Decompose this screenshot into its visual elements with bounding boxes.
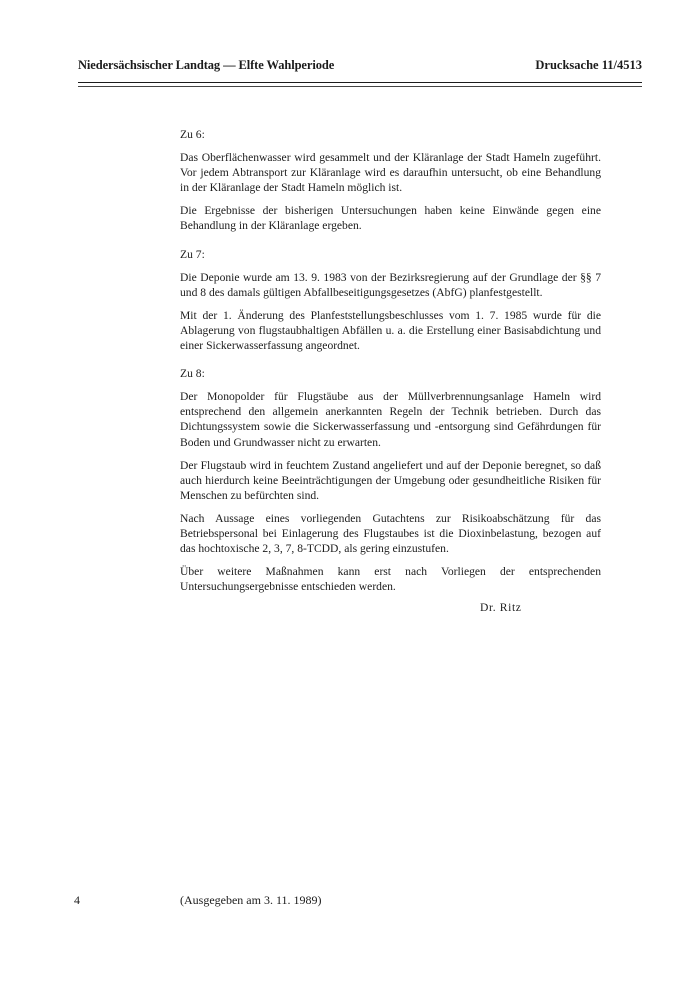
section-heading-7: Zu 7: (180, 247, 205, 261)
document-number: Drucksache 11/4513 (535, 58, 642, 72)
paragraph: Der Monopolder für Flugstäube aus der Müllverbrennungsanlage Hameln wird entsprechend den allgemein anerkannten Regeln der Technik betrieben. Durch das Dichtungssystem sowie die Sickerwasserfassung und -entsorgung sind Gefährdungen für Boden und Grundwasser nicht zu erwarten. (180, 390, 601, 449)
document-body (180, 127, 601, 602)
paragraph: Mit der 1. Änderung des Planfeststellungsbeschlusses vom 1. 7. 1985 wurde für die Ablagerung von flugstaubhaltigen Abfällen u. a. die Erstellung einer Basisabdichtung und einer Sickerwasserfassung angeordnet. (180, 308, 601, 353)
paragraph: Die Ergebnisse der bisherigen Untersuchungen haben keine Einwände gegen eine Behandlung in der Kläranlage ergeben. (180, 204, 601, 233)
signature: Dr. Ritz (480, 601, 522, 614)
page-number: 4 (74, 893, 80, 907)
document-header-title: Niedersächsischer Landtag — Elfte Wahlperiode (78, 58, 335, 72)
paragraph: Über weitere Maßnahmen kann erst nach Vorliegen der entsprechenden Untersuchungsergebnisse entschieden werden. (180, 565, 601, 594)
paragraph: Die Deponie wurde am 13. 9. 1983 von der Bezirksregierung auf der Grundlage der §§ 7 und 8 des damals gültigen Abfallbeseitigungsgesetzes (AbfG) planfestgestellt. (180, 270, 601, 299)
paragraph: Das Oberflächenwasser wird gesammelt und der Kläranlage der Stadt Hameln zugeführt. Vor jedem Abtransport zur Kläranlage wird es daraufhin untersucht, ob eine Behandlung in der Kläranlage der Stadt Hameln möglich ist. (180, 151, 601, 195)
paragraph: Nach Aussage eines vorliegenden Gutachtens zur Risikoabschätzung für das Betriebspersonal bei Einlagerung des Flugstaubes ist die Dioxinbelastung, bezogen auf das hochtoxische 2, 3, 7, 8-TCDD, als gering einzustufen. (180, 511, 601, 556)
paragraph: Der Flugstaub wird in feuchtem Zustand angeliefert und auf der Deponie beregnet, so daß auch hierdurch keine Beeinträchtigungen der Umgebung oder gesundheitliche Risiken für Menschen zu befürchten sind. (180, 458, 601, 502)
section-heading-6: Zu 6: (180, 128, 205, 141)
header-rule-thin (78, 86, 642, 87)
section-heading-8: Zu 8: (180, 367, 205, 381)
header-rule (78, 82, 642, 83)
issued-date-note: (Ausgegeben am 3. 11. 1989) (180, 893, 322, 907)
